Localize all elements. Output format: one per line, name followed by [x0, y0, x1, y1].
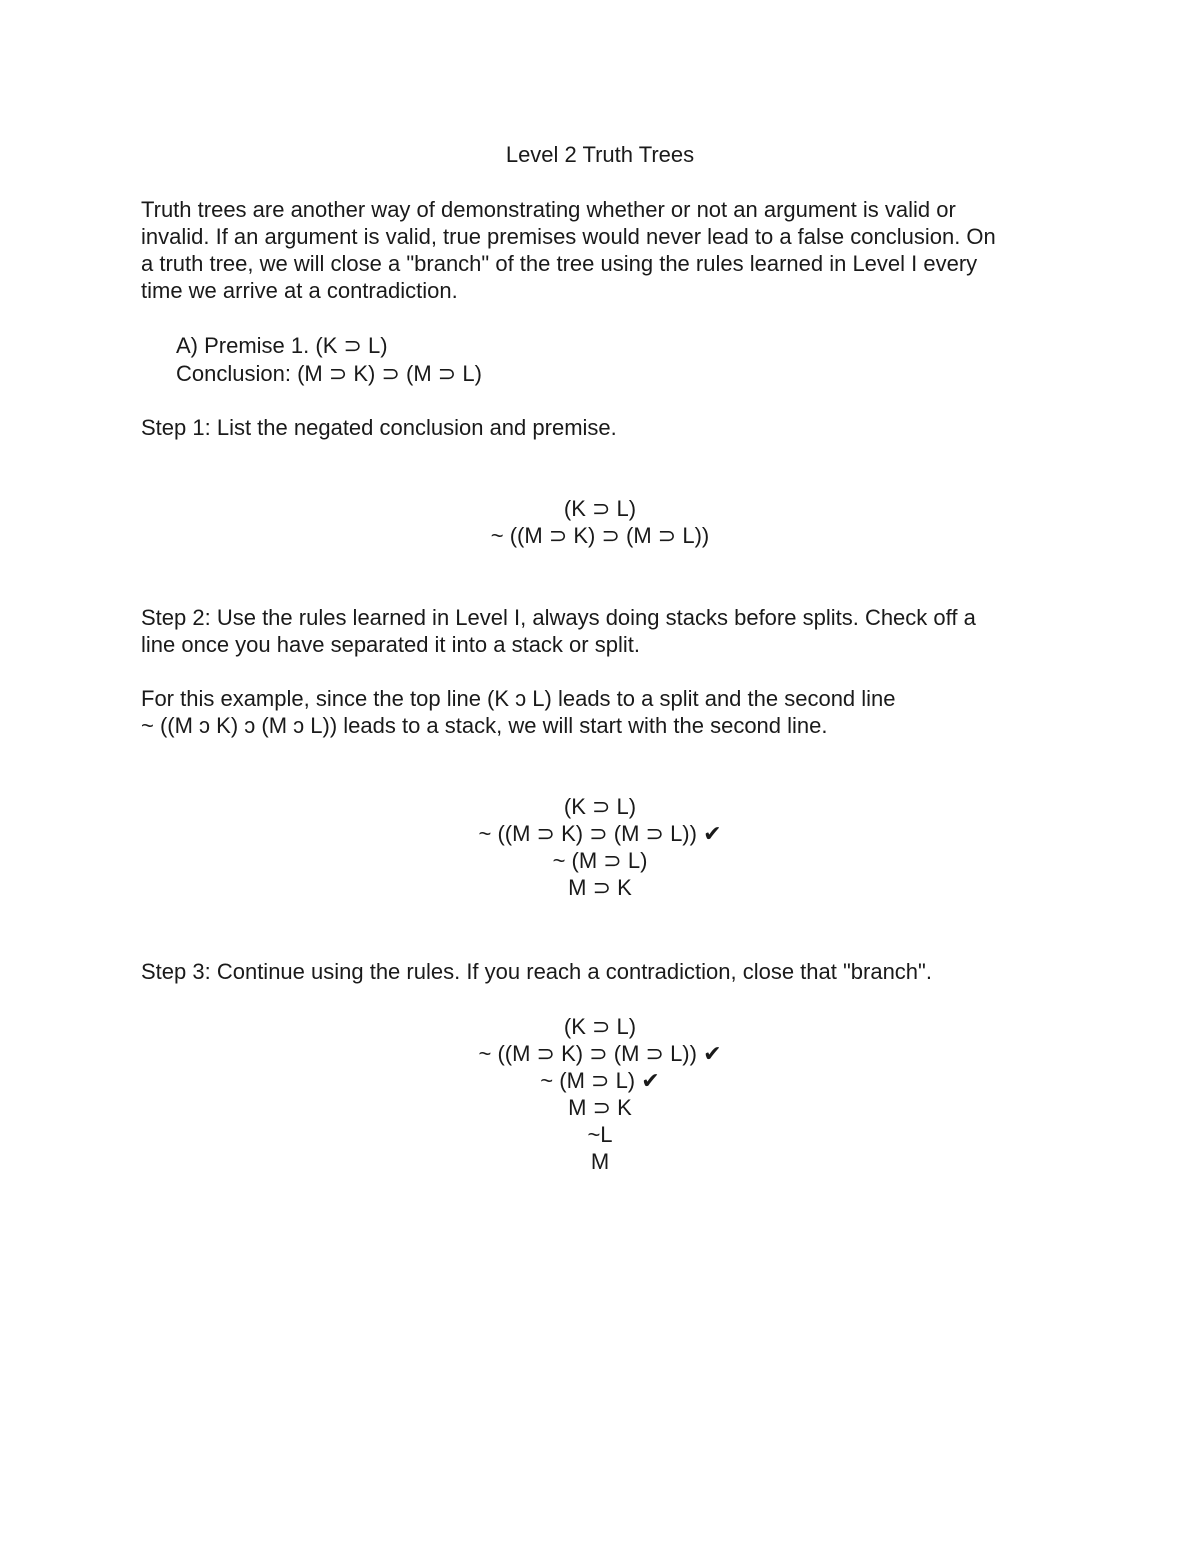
tree-line: ~ (M ⊃ L) [552, 848, 648, 873]
tree-line: ~L [587, 1122, 613, 1147]
tree-line: ~ ((M ⊃ K) ⊃ (M ⊃ L)) ✔ [478, 1041, 722, 1066]
tree-line: (K ⊃ L) [563, 1014, 637, 1039]
tree-line: ~ ((M ⊃ K) ⊃ (M ⊃ L)) ✔ [478, 821, 722, 846]
step2-note [141, 685, 1071, 739]
example-conclusion: Conclusion: (M ⊃ K) ⊃ (M ⊃ L) [176, 361, 482, 386]
tree-line: ~ (M ⊃ L) ✔ [540, 1068, 660, 1093]
page-title: Level 2 Truth Trees [505, 142, 695, 167]
step3-tree [0, 1013, 1200, 1175]
step1-line: Step 1: List the negated conclusion and premise. [141, 415, 617, 440]
step2-line: line once you have separated it into a stack or split. [141, 632, 640, 657]
step2-line: Step 2: Use the rules learned in Level I, always doing stacks before splits. Check off a [141, 605, 976, 630]
example-argument [176, 332, 482, 387]
tree-line: M [590, 1149, 610, 1174]
step3-line: Step 3: Continue using the rules. If you reach a contradiction, close that "branch". [141, 959, 932, 984]
intro-line: time we arrive at a contradiction. [141, 278, 458, 303]
step2-paragraph [141, 604, 1071, 658]
intro-line: invalid. If an argument is valid, true premises would never lead to a false conclusion. On [141, 224, 996, 249]
intro-paragraph [141, 196, 1071, 304]
step2-tree [0, 793, 1200, 901]
intro-line: a truth tree, we will close a "branch" of the tree using the rules learned in Level I every [141, 251, 978, 276]
step2-note-line: For this example, since the top line (K ɔ L) leads to a split and the second line [141, 686, 896, 711]
step1-text [141, 414, 1071, 441]
example-premise: A) Premise 1. (K ⊃ L) [176, 333, 388, 358]
tree-line: M ⊃ K [568, 875, 632, 900]
tree-line: (K ⊃ L) [563, 496, 637, 521]
tree-line: (K ⊃ L) [563, 794, 637, 819]
step3-text [141, 958, 1071, 985]
step1-tree [0, 495, 1200, 549]
intro-line: Truth trees are another way of demonstrating whether or not an argument is valid or [141, 197, 956, 222]
step2-note-line: ~ ((M ɔ K) ɔ (M ɔ L)) leads to a stack, we will start with the second line. [141, 713, 828, 738]
tree-line: ~ ((M ⊃ K) ⊃ (M ⊃ L)) [490, 523, 710, 548]
tree-line: M ⊃ K [568, 1095, 632, 1120]
